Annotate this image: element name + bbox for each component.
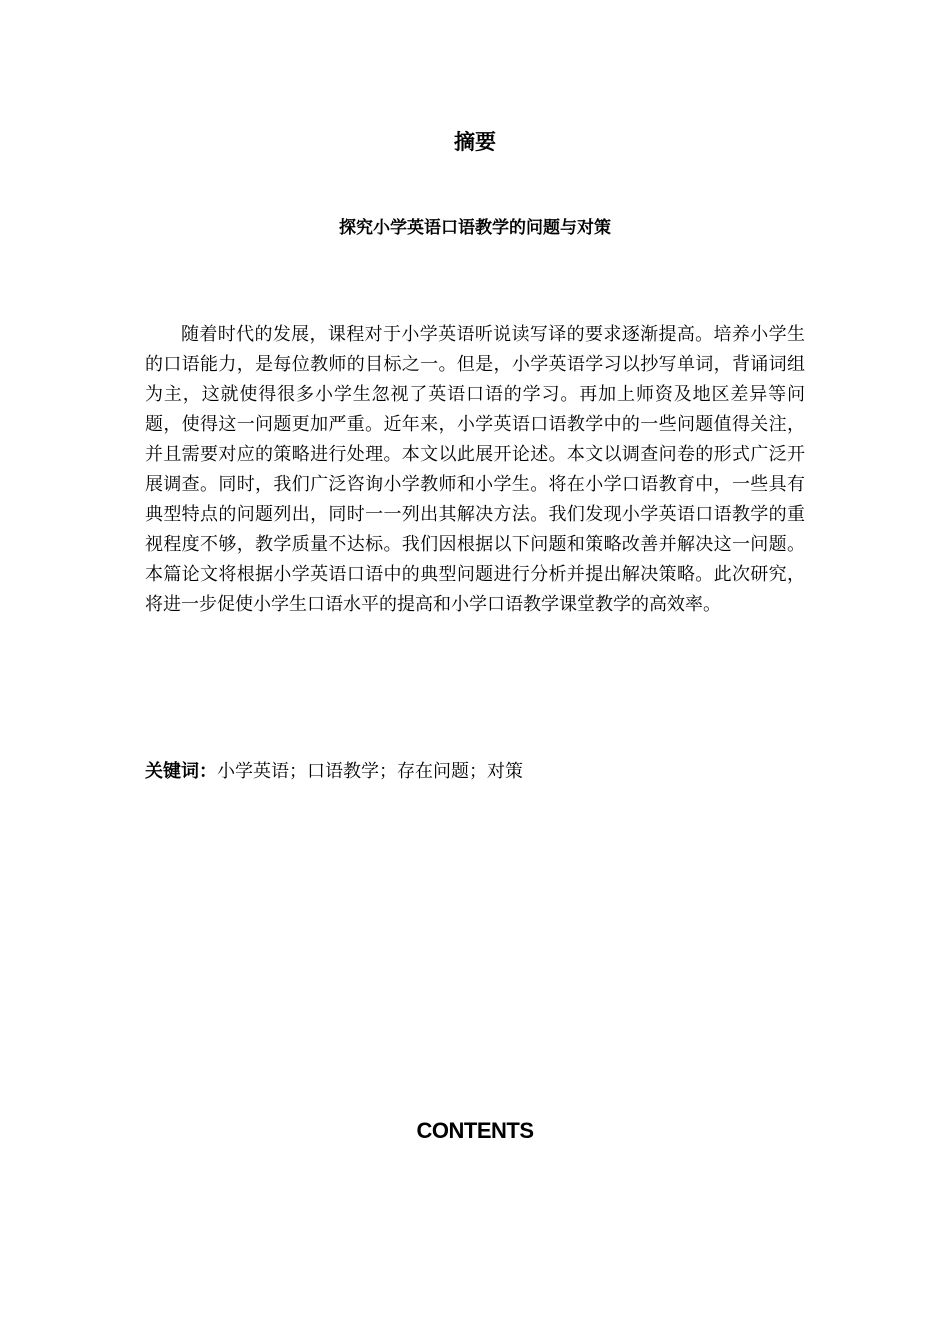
abstract-body: 随着时代的发展，课程对于小学英语听说读写译的要求逐渐提高。培养小学生的口语能力，是每位教师的目标之一。但是，小学英语学习以抄写单词，背诵词组为主，这就使得很多小学生忽视了英语口语的学习。再加上师资及地区差异等问题，使得这一问题更加严重。近年来，小学英语口语教学中的一些问题值得关注，并且需要对应的策略进行处理。本文以此展开论述。本文以调查问卷的形式广泛开展调查。同时，我们广泛咨询小学教师和小学生。将在小学口语教育中，一些具有典型特点的问题列出，同时一一列出其解决方法。我们发现小学英语口语教学的重视程度不够，教学质量不达标。我们因根据以下问题和策略改善并解决这一问题。本篇论文将根据小学英语口语中的典型问题进行分析并提出解决策略。此次研究，将进一步促使小学生口语水平的提高和小学口语教学课堂教学的高效率。	[145, 324, 805, 615]
keywords-line	[145, 758, 805, 786]
abstract-heading: 摘要	[454, 130, 496, 154]
keywords-text: 小学英语；口语教学；存在问题；对策	[217, 761, 523, 782]
paper-title: 探究小学英语口语教学的问题与对策	[339, 218, 611, 238]
keywords-label: 关键词：	[145, 761, 217, 782]
contents-heading: CONTENTS	[416, 1118, 534, 1143]
